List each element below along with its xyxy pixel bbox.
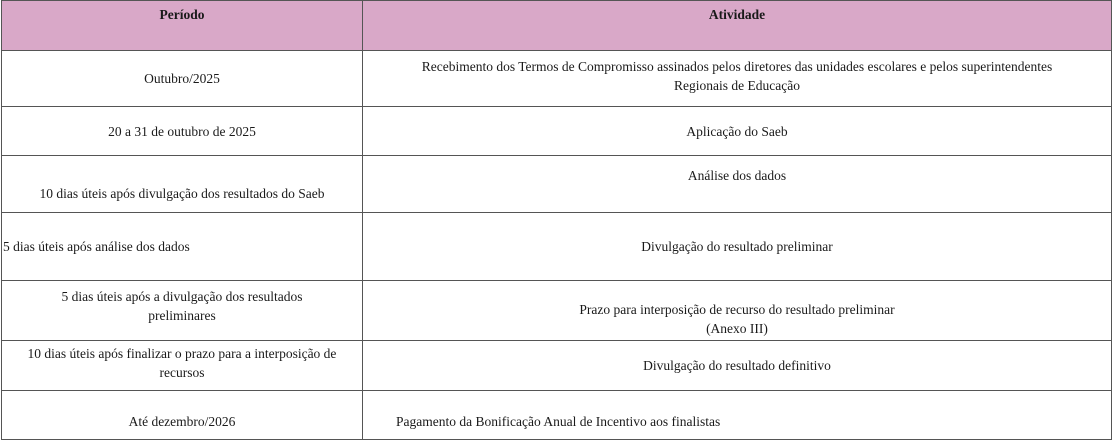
table-header xyxy=(2,1,1112,51)
periodo-cell: 5 dias úteis após análise dos dados xyxy=(2,213,363,281)
atividade-line: Prazo para interposição de recurso do resultado preliminar xyxy=(579,302,895,317)
periodo-cell xyxy=(2,341,363,391)
atividade-cell: Pagamento da Bonificação Anual de Incentivo aos finalistas xyxy=(363,391,1112,440)
table-row xyxy=(2,281,1112,341)
table-row xyxy=(2,156,1112,213)
periodo-line: 5 dias úteis após a divulgação dos resultados xyxy=(61,289,303,304)
periodo-cell: 10 dias úteis após divulgação dos resultados do Saeb xyxy=(2,156,363,213)
periodo-line: recursos xyxy=(159,365,205,380)
table-row xyxy=(2,51,1112,107)
periodo-cell: Outubro/2025 xyxy=(2,51,363,107)
atividade-cell: Divulgação do resultado preliminar xyxy=(363,213,1112,281)
periodo-cell xyxy=(2,281,363,341)
table-row xyxy=(2,341,1112,391)
periodo-cell: Até dezembro/2026 xyxy=(2,391,363,440)
atividade-line: Regionais de Educação xyxy=(674,78,800,93)
schedule-table xyxy=(1,0,1112,440)
atividade-cell: Divulgação do resultado definitivo xyxy=(363,341,1112,391)
atividade-line: Recebimento dos Termos de Compromisso assinados pelos diretores das unidades escolares e pelos superintendentes xyxy=(421,59,1053,74)
table-row xyxy=(2,213,1112,281)
periodo-line: preliminares xyxy=(148,308,216,323)
atividade-cell: Aplicação do Saeb xyxy=(363,107,1112,156)
header-periodo: Período xyxy=(2,1,363,51)
periodo-cell: 20 a 31 de outubro de 2025 xyxy=(2,107,363,156)
table-row xyxy=(2,391,1112,440)
header-atividade: Atividade xyxy=(363,1,1112,51)
header-row xyxy=(2,1,1112,51)
atividade-cell xyxy=(363,51,1112,107)
periodo-line: 10 dias úteis após finalizar o prazo para a interposição de xyxy=(27,346,337,361)
table-row xyxy=(2,107,1112,156)
atividade-line: (Anexo III) xyxy=(706,321,768,336)
atividade-cell xyxy=(363,281,1112,341)
atividade-cell: Análise dos dados xyxy=(363,156,1112,213)
